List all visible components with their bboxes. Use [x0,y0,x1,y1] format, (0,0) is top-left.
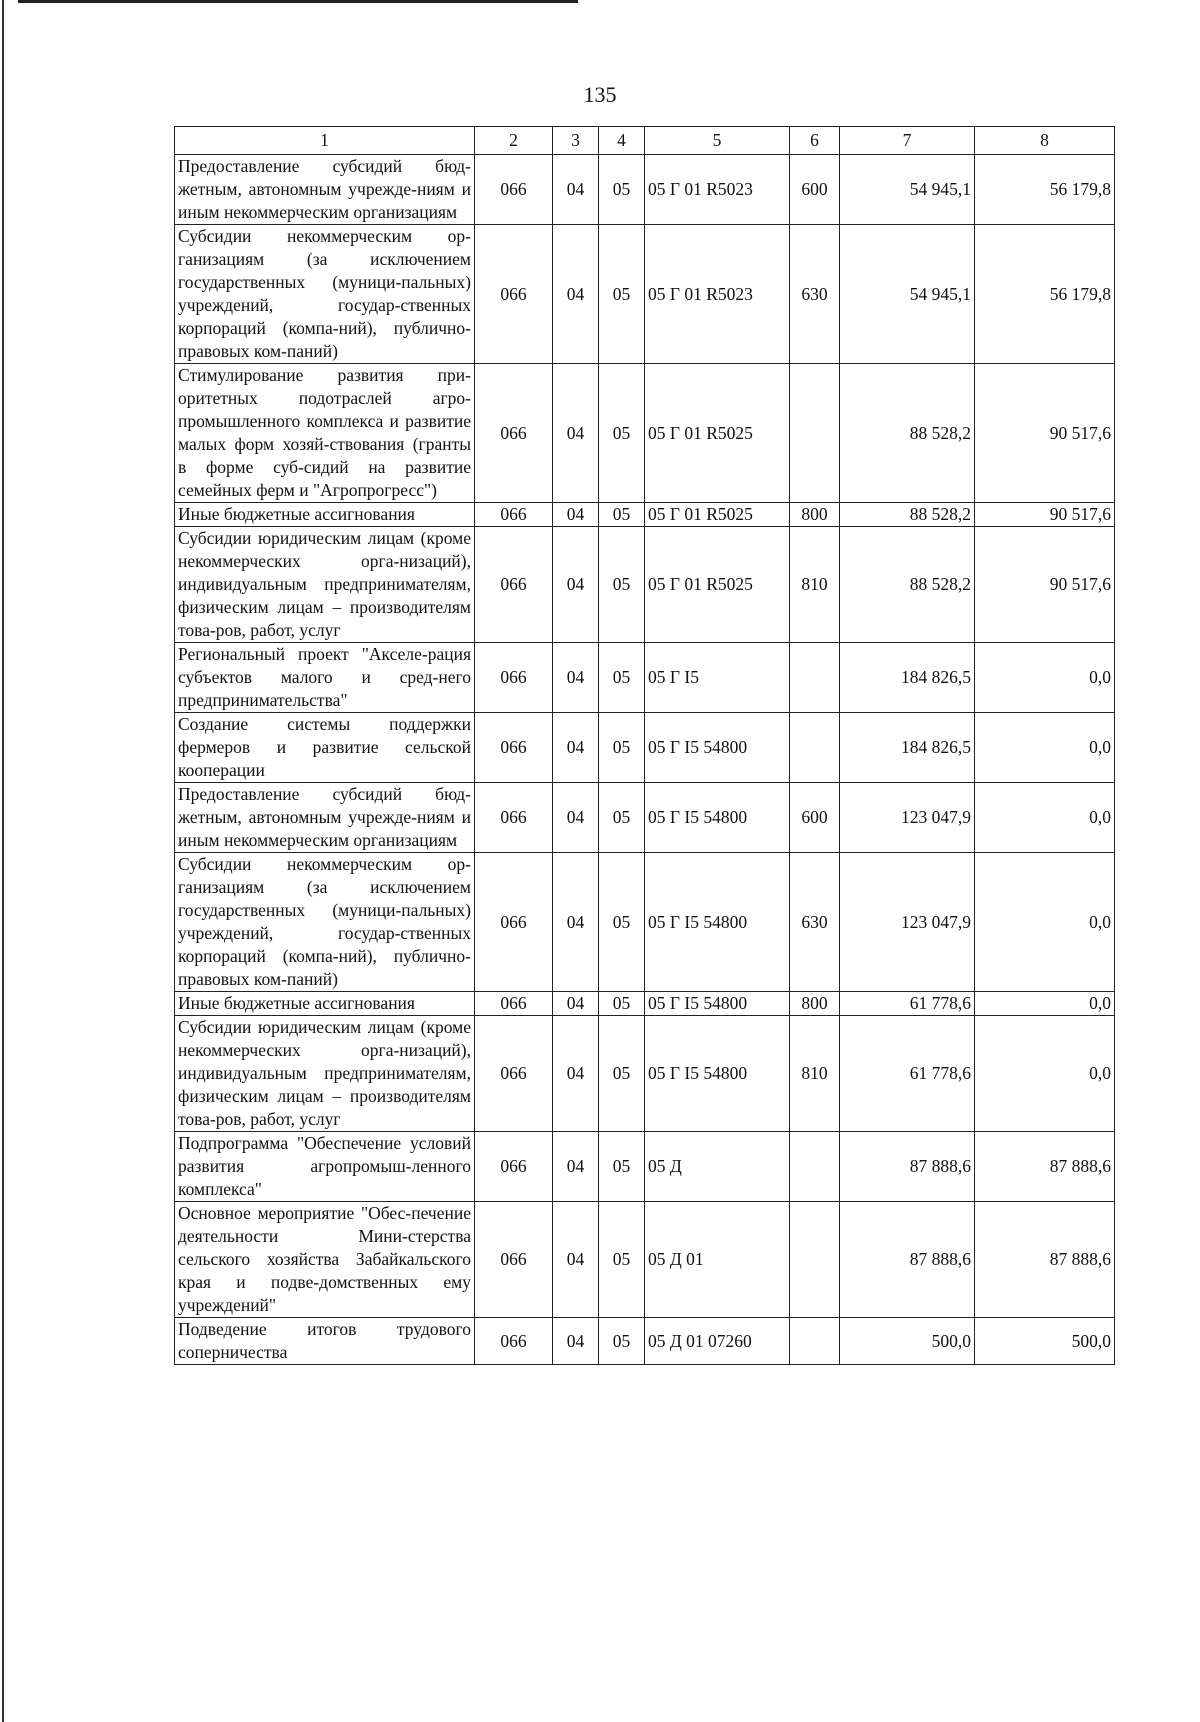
code-target-article: 05 Г I5 54800 [645,783,790,853]
code-subsection: 05 [599,364,645,503]
code-ministry: 066 [475,1202,553,1318]
amount-year-2: 0,0 [975,713,1115,783]
amount-year-1: 87 888,6 [840,1202,975,1318]
code-subsection: 05 [599,155,645,225]
amount-year-1: 88 528,2 [840,503,975,527]
code-ministry: 066 [475,643,553,713]
code-section: 04 [553,713,599,783]
header-cell: 2 [475,127,553,155]
amount-year-2: 0,0 [975,783,1115,853]
code-subsection: 05 [599,853,645,992]
amount-year-2: 87 888,6 [975,1132,1115,1202]
code-ministry: 066 [475,225,553,364]
amount-year-2: 0,0 [975,643,1115,713]
item-name: Субсидии некоммерческим ор-ганизациям (за исключением государственных (муници-пальных) учреждений, государ-ственных корпораций (компа-ний), публично-правовых ком-паний) [175,853,475,992]
item-name: Основное мероприятие "Обес-печение деятельности Мини-стерства сельского хозяйства Забайкальского края и подве-домственных ему учреждений" [175,1202,475,1318]
code-expense-type [790,643,840,713]
code-section: 04 [553,992,599,1016]
code-target-article: 05 Г 01 R5023 [645,155,790,225]
amount-year-2: 56 179,8 [975,155,1115,225]
code-subsection: 05 [599,783,645,853]
amount-year-1: 54 945,1 [840,225,975,364]
item-name: Субсидии юридическим лицам (кроме некоммерческих орга-низаций), индивидуальным предпринимателям, физическим лицам – производителям това-ров, работ, услуг [175,527,475,643]
code-ministry: 066 [475,1132,553,1202]
code-ministry: 066 [475,783,553,853]
code-expense-type: 800 [790,503,840,527]
table-row [175,364,1115,503]
code-expense-type [790,364,840,503]
code-subsection: 05 [599,992,645,1016]
code-target-article: 05 Г I5 54800 [645,992,790,1016]
amount-year-1: 500,0 [840,1318,975,1365]
code-subsection: 05 [599,1318,645,1365]
code-target-article: 05 Г I5 54800 [645,713,790,783]
amount-year-1: 184 826,5 [840,713,975,783]
code-ministry: 066 [475,853,553,992]
code-ministry: 066 [475,364,553,503]
code-target-article: 05 Г 01 R5025 [645,527,790,643]
code-ministry: 066 [475,1318,553,1365]
code-target-article: 05 Г 01 R5025 [645,503,790,527]
amount-year-1: 123 047,9 [840,783,975,853]
code-ministry: 066 [475,992,553,1016]
table-row [175,1318,1115,1365]
code-expense-type [790,713,840,783]
amount-year-2: 56 179,8 [975,225,1115,364]
item-name: Предоставление субсидий бюд-жетным, автономным учрежде-ниям и иным некоммерческим организациям [175,155,475,225]
header-cell: 3 [553,127,599,155]
code-expense-type: 810 [790,1016,840,1132]
code-section: 04 [553,503,599,527]
amount-year-2: 500,0 [975,1318,1115,1365]
header-cell: 8 [975,127,1115,155]
code-section: 04 [553,527,599,643]
item-name: Субсидии некоммерческим ор-ганизациям (за исключением государственных (муници-пальных) учреждений, государ-ственных корпораций (компа-ний), публично-правовых ком-паний) [175,225,475,364]
code-section: 04 [553,1318,599,1365]
code-expense-type [790,1202,840,1318]
amount-year-2: 87 888,6 [975,1202,1115,1318]
code-subsection: 05 [599,1016,645,1132]
code-section: 04 [553,783,599,853]
code-ministry: 066 [475,503,553,527]
code-ministry: 066 [475,155,553,225]
code-expense-type [790,1132,840,1202]
item-name: Подпрограмма "Обеспечение условий развития агропромыш-ленного комплекса" [175,1132,475,1202]
item-name: Субсидии юридическим лицам (кроме некоммерческих орга-низаций), индивидуальным предпринимателям, физическим лицам – производителям това-ров, работ, услуг [175,1016,475,1132]
page-number: 135 [583,82,617,107]
amount-year-2: 0,0 [975,992,1115,1016]
code-section: 04 [553,225,599,364]
code-ministry: 066 [475,527,553,643]
code-target-article: 05 Д 01 07260 [645,1318,790,1365]
table-row [175,713,1115,783]
code-section: 04 [553,364,599,503]
amount-year-1: 54 945,1 [840,155,975,225]
table-row [175,643,1115,713]
code-subsection: 05 [599,713,645,783]
amount-year-1: 88 528,2 [840,364,975,503]
table-row [175,992,1115,1016]
amount-year-2: 90 517,6 [975,364,1115,503]
code-expense-type: 800 [790,992,840,1016]
item-name: Стимулирование развития при-оритетных подотраслей агро-промышленного комплекса и развитие малых форм хозяй-ствования (гранты в форме суб-сидий на развитие семейных ферм и "Агропрогресс") [175,364,475,503]
code-section: 04 [553,643,599,713]
header-row [175,127,1115,155]
code-target-article: 05 Г 01 R5025 [645,364,790,503]
table-row [175,853,1115,992]
left-scan-rule [2,0,4,1722]
amount-year-2: 90 517,6 [975,527,1115,643]
table-row [175,155,1115,225]
code-subsection: 05 [599,527,645,643]
code-expense-type [790,1318,840,1365]
code-section: 04 [553,1132,599,1202]
amount-year-1: 184 826,5 [840,643,975,713]
code-target-article: 05 Г I5 54800 [645,853,790,992]
amount-year-1: 61 778,6 [840,992,975,1016]
table-row [175,783,1115,853]
code-ministry: 066 [475,713,553,783]
code-target-article: 05 Д 01 [645,1202,790,1318]
amount-year-1: 88 528,2 [840,527,975,643]
code-expense-type: 630 [790,853,840,992]
code-target-article: 05 Г I5 [645,643,790,713]
item-name: Региональный проект "Акселе-рация субъектов малого и сред-него предпринимательства" [175,643,475,713]
amount-year-2: 0,0 [975,853,1115,992]
code-section: 04 [553,1202,599,1318]
item-name: Предоставление субсидий бюд-жетным, автономным учрежде-ниям и иным некоммерческим организациям [175,783,475,853]
amount-year-1: 123 047,9 [840,853,975,992]
header-cell: 7 [840,127,975,155]
header-cell: 5 [645,127,790,155]
top-scan-rule [18,0,578,3]
table-row [175,503,1115,527]
code-subsection: 05 [599,1202,645,1318]
amount-year-1: 61 778,6 [840,1016,975,1132]
item-name: Создание системы поддержки фермеров и развитие сельской кооперации [175,713,475,783]
code-subsection: 05 [599,503,645,527]
code-subsection: 05 [599,643,645,713]
code-expense-type: 600 [790,155,840,225]
code-section: 04 [553,853,599,992]
amount-year-2: 90 517,6 [975,503,1115,527]
table-row [175,1016,1115,1132]
amount-year-1: 87 888,6 [840,1132,975,1202]
header-cell: 6 [790,127,840,155]
item-name: Подведение итогов трудового соперничества [175,1318,475,1365]
code-ministry: 066 [475,1016,553,1132]
code-subsection: 05 [599,1132,645,1202]
header-cell: 4 [599,127,645,155]
table-row [175,1132,1115,1202]
budget-table [174,126,1115,1365]
code-target-article: 05 Г 01 R5023 [645,225,790,364]
code-expense-type: 600 [790,783,840,853]
table-row [175,1202,1115,1318]
code-section: 04 [553,155,599,225]
code-target-article: 05 Д [645,1132,790,1202]
code-target-article: 05 Г I5 54800 [645,1016,790,1132]
code-subsection: 05 [599,225,645,364]
table-row [175,225,1115,364]
item-name: Иные бюджетные ассигнования [175,503,475,527]
code-section: 04 [553,1016,599,1132]
code-expense-type: 630 [790,225,840,364]
header-cell: 1 [175,127,475,155]
item-name: Иные бюджетные ассигнования [175,992,475,1016]
amount-year-2: 0,0 [975,1016,1115,1132]
table-row [175,527,1115,643]
code-expense-type: 810 [790,527,840,643]
